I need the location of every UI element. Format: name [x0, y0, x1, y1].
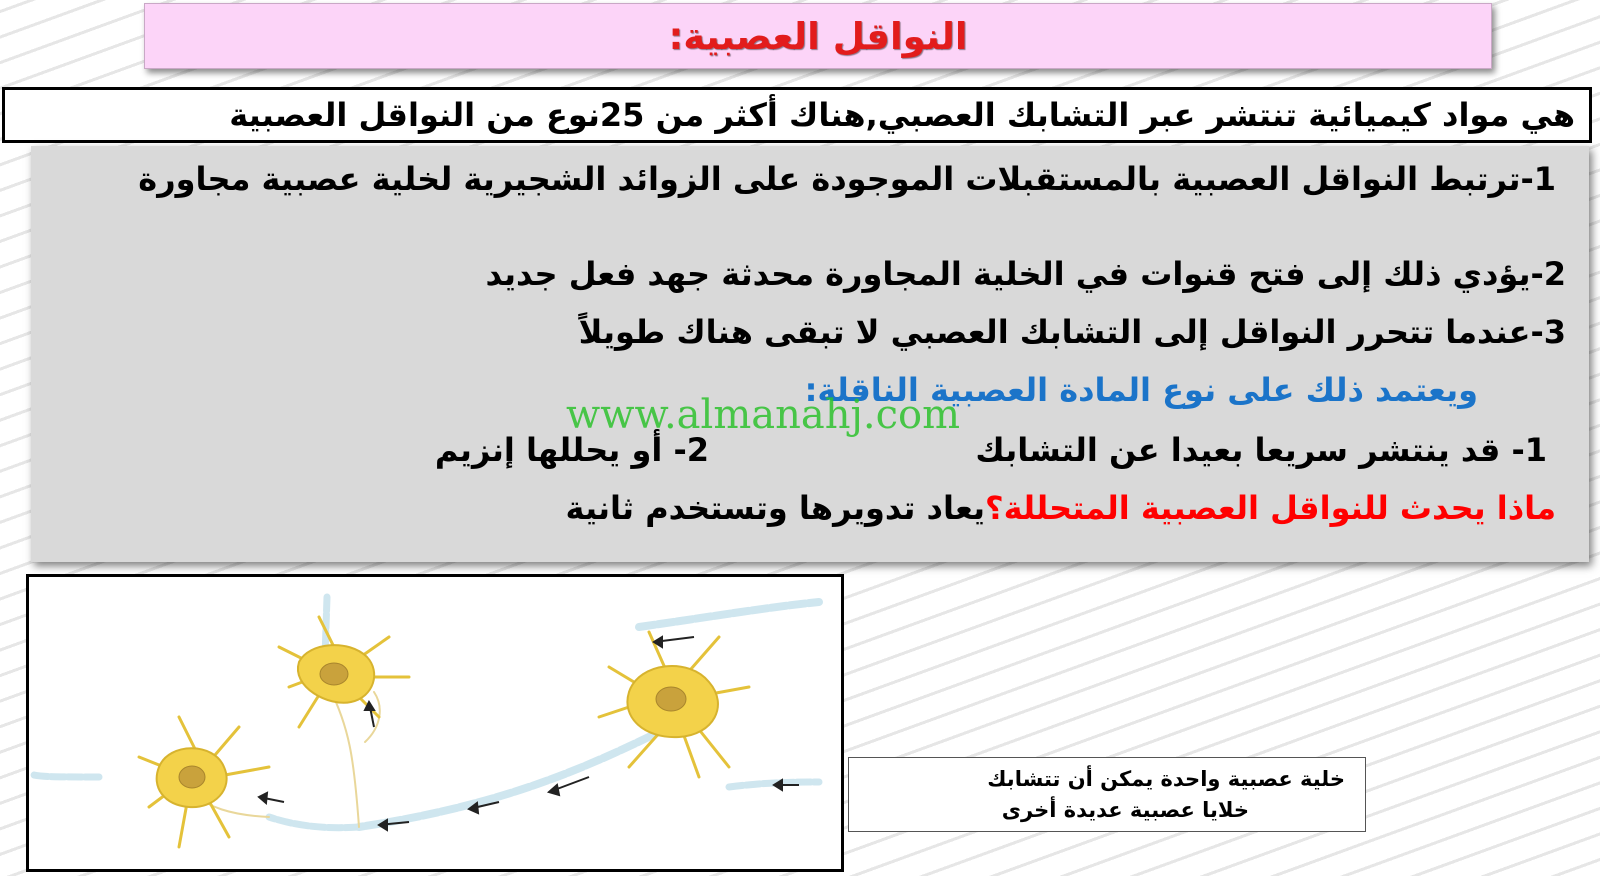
title-banner — [144, 3, 1492, 69]
question-line — [566, 490, 1556, 527]
figure-caption — [848, 757, 1366, 832]
depends-heading: ويعتمد ذلك على نوع المادة العصبية الناقلة: — [804, 371, 1478, 409]
option-2: 2- أو يحللها إنزيم — [434, 431, 709, 469]
option-1: 1- قد ينتشر سريعا بعيدا عن التشابك — [975, 431, 1547, 469]
point-1: 1-ترتبط النواقل العصبية بالمستقبلات الموجودة على الزوائد الشجيرية لخلية عصبية مجاورة — [138, 160, 1556, 198]
answer-text: يعاد تدويرها وتستخدم ثانية — [565, 489, 986, 527]
neuron-figure — [26, 574, 844, 872]
content-panel — [31, 146, 1589, 562]
page-title: النواقل العصبية: — [668, 14, 968, 58]
caption-line-2: خلايا عصبية عديدة أخرى — [1001, 798, 1249, 822]
point-2: 2-يؤدي ذلك إلى فتح قنوات في الخلية المجاورة محدثة جهد فعل جديد — [485, 255, 1566, 293]
watermark: www.almanahj.com — [566, 392, 961, 438]
point-3: 3-عندما تتحرر النواقل إلى التشابك العصبي لا تبقى هناك طويلاً — [578, 313, 1566, 351]
neurons-illustration-icon — [29, 577, 841, 869]
question-text: ماذا يحدث للنواقل العصبية المتحللة؟ — [985, 489, 1556, 527]
caption-line-1: خلية عصبية واحدة يمكن أن تتشابك — [987, 767, 1345, 791]
definition-text: هي مواد كيميائية تنتشر عبر التشابك العصبي,هناك أكثر من 25نوع من النواقل العصبية — [229, 96, 1575, 134]
definition-box — [2, 87, 1592, 143]
